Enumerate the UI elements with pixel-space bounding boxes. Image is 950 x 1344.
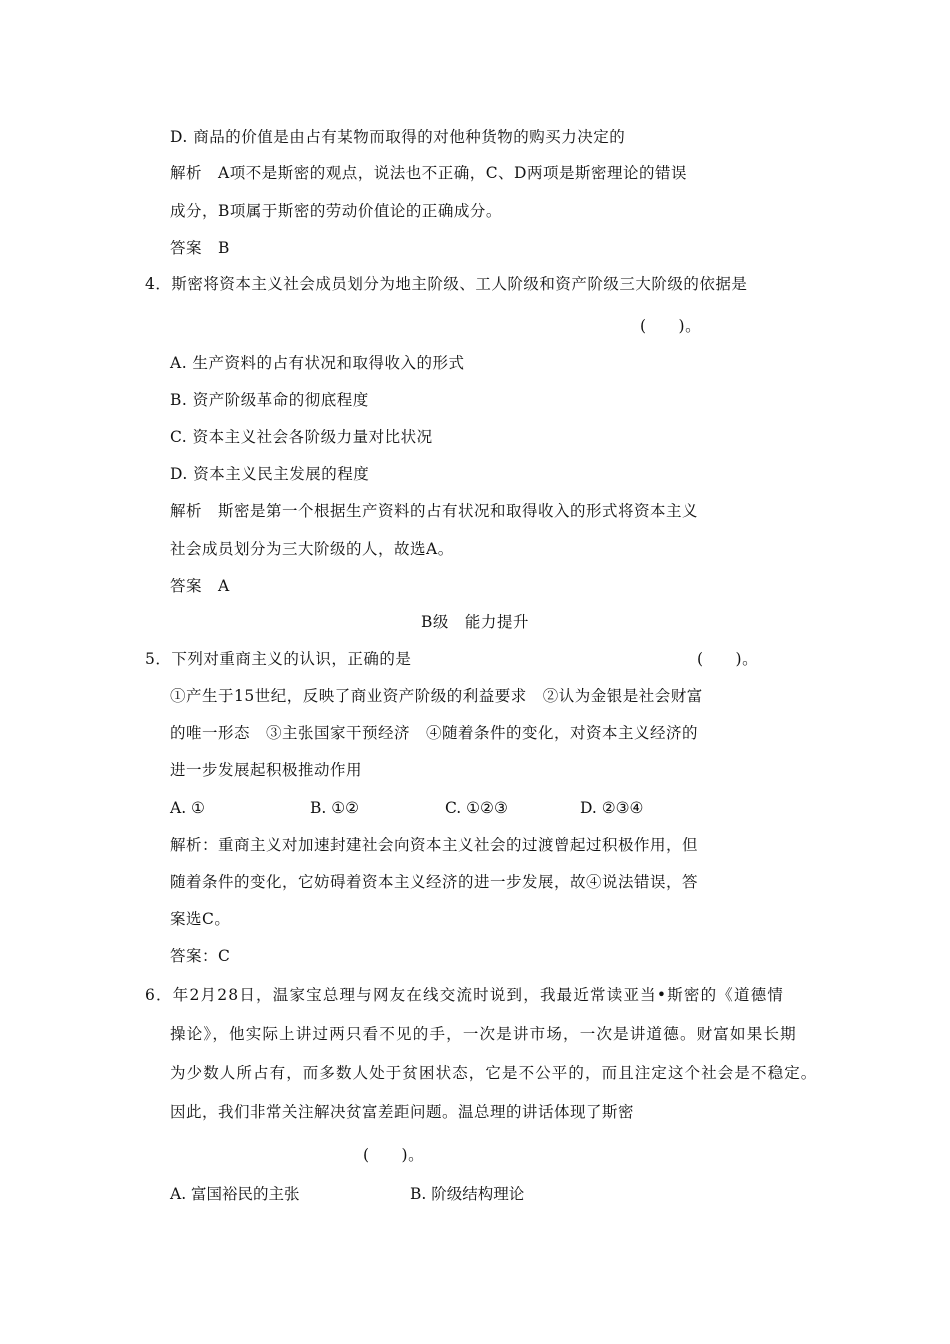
q4-option-b: B. 资产阶级革命的彻底程度 <box>170 391 369 409</box>
q4-analysis-line-1: 解析 斯密是第一个根据生产资料的占有状况和取得收入的形式将资本主义 <box>170 502 699 520</box>
q5-blank: ( )。 <box>697 650 759 668</box>
q4-option-d: D. 资本主义民主发展的程度 <box>170 465 370 483</box>
q5-answer: 答案：C <box>170 947 231 965</box>
q5-option-c: C. ①②③ <box>445 799 508 817</box>
q6-option-a: A. 富国裕民的主张 <box>170 1185 300 1203</box>
q5-analysis-line-3: 案选C。 <box>170 910 231 928</box>
q6-stem-line-3: 为少数人所占有，而多数人处于贫困状态，它是不公平的，而且注定这个社会是不稳定。 <box>170 1064 818 1082</box>
q5-analysis-line-1: 解析：重商主义对加速封建社会向资本主义社会的过渡曾起过积极作用，但 <box>170 836 699 854</box>
q3-analysis-line-1: 解析 A项不是斯密的观点，说法也不正确，C、D两项是斯密理论的错误 <box>170 164 687 182</box>
q6-stem-line-1: 6．年2月28日，温家宝总理与网友在线交流时说到，我最近常读亚当•斯密的《道德情 <box>145 986 785 1004</box>
q5-option-a: A. ① <box>170 799 205 817</box>
section-title: B级 能力提升 <box>421 613 529 631</box>
q6-option-b: B. 阶级结构理论 <box>410 1185 525 1203</box>
q6-stem-line-2: 操论》，他实际上讲过两只看不见的手，一次是讲市场，一次是讲道德。财富如果长期 <box>170 1025 797 1043</box>
q4-blank: ( )。 <box>640 317 702 335</box>
q4-answer: 答案 A <box>170 577 230 595</box>
q4-option-a: A. 生产资料的占有状况和取得收入的形式 <box>170 354 465 372</box>
q5-option-b: B. ①② <box>310 799 360 817</box>
q4-analysis-line-2: 社会成员划分为三大阶级的人，故选A。 <box>170 540 454 558</box>
q5-item-line-2: 的唯一形态 ③主张国家干预经济 ④随着条件的变化，对资本主义经济的 <box>170 724 699 742</box>
q4-option-c: C. 资本主义社会各阶级力量对比状况 <box>170 428 433 446</box>
q5-stem: 5．下列对重商主义的认识，正确的是 <box>145 650 412 668</box>
q4-stem: 4．斯密将资本主义社会成员划分为地主阶级、工人阶级和资产阶级三大阶级的依据是 <box>145 275 748 293</box>
q3-option-d: D. 商品的价值是由占有某物而取得的对他种货物的购买力决定的 <box>170 128 626 146</box>
q6-blank: ( )。 <box>363 1146 425 1164</box>
q6-stem-line-4: 因此，我们非常关注解决贫富差距问题。温总理的讲话体现了斯密 <box>170 1103 635 1121</box>
q5-item-line-1: ①产生于15世纪，反映了商业资产阶级的利益要求 ②认为金银是社会财富 <box>170 687 703 705</box>
q5-item-line-3: 进一步发展起积极推动作用 <box>170 761 363 779</box>
q3-analysis-line-2: 成分，B项属于斯密的劳动价值论的正确成分。 <box>170 202 502 220</box>
q5-option-d: D. ②③④ <box>580 799 644 817</box>
q3-answer: 答案 B <box>170 239 230 257</box>
q5-analysis-line-2: 随着条件的变化，它妨碍着资本主义经济的进一步发展，故④说法错误，答 <box>170 873 699 891</box>
